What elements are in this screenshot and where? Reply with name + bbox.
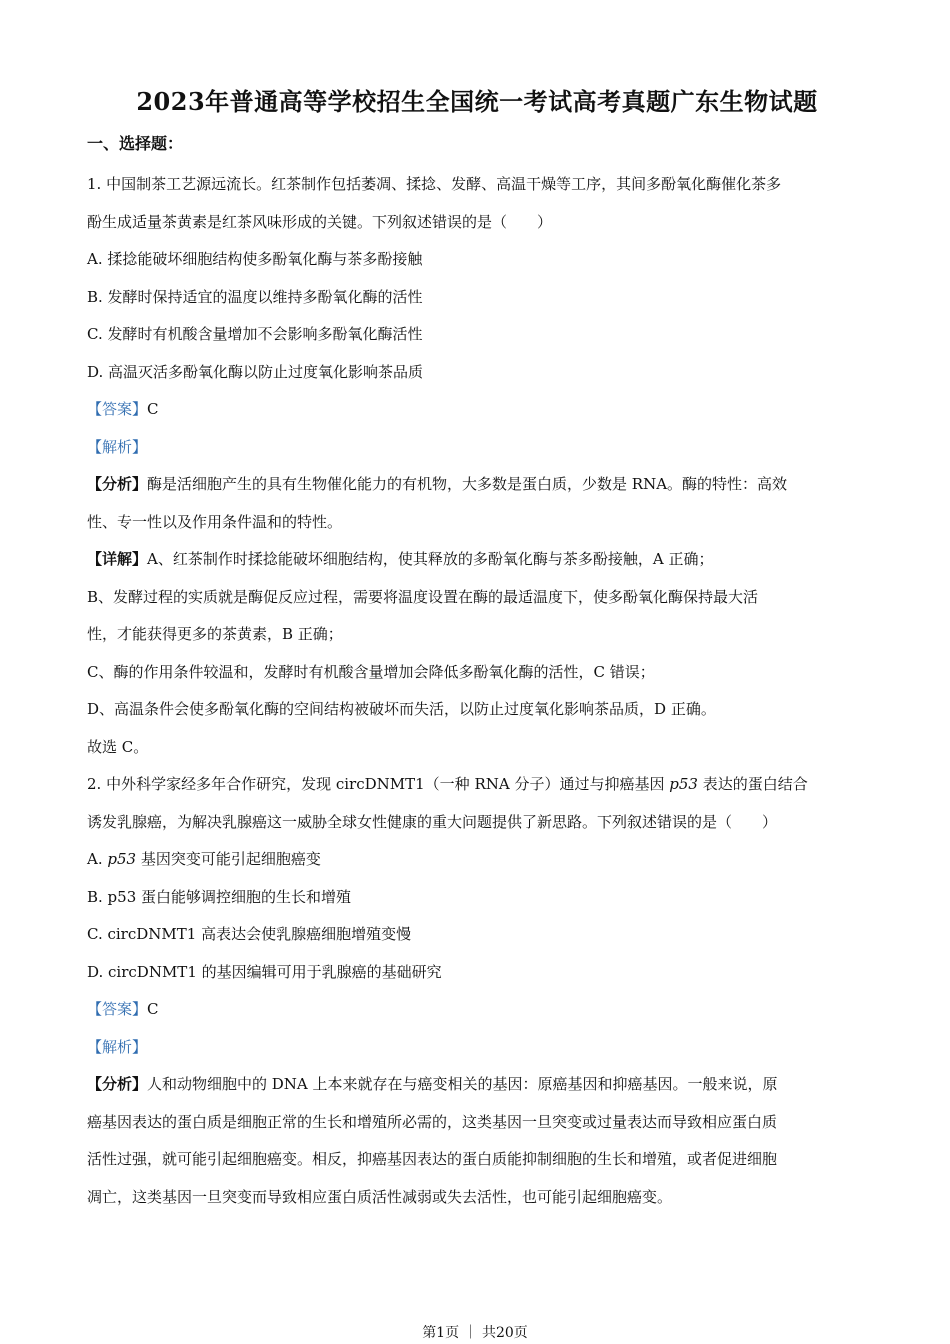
q2-option-b: B. p53 蛋白能够调控细胞的生长和增殖 xyxy=(87,887,352,906)
q1-xiangjie-line-1 xyxy=(87,541,867,579)
q2-option-c: C. circDNMT1 高表达会使乳腺癌细胞增殖变慢 xyxy=(87,925,412,943)
xiangjie-text: A、红茶制作时揉捻能破坏细胞结构，使其释放的多酚氧化酶与茶多酚接触，A 正确； xyxy=(147,550,714,568)
q1-conclusion: 故选 C。 xyxy=(87,737,149,756)
q1-answer xyxy=(87,391,867,429)
q1-option-a: A. 揉捻能破坏细胞结构使多酚氧化酶与茶多酚接触 xyxy=(87,250,423,268)
q2-jiexi xyxy=(87,1029,867,1067)
q2-fenxi-line-2: 癌基因表达的蛋白质是细胞正常的生长和增殖所必需的，这类基因一旦突变或过量表达而导致相应蛋白质 xyxy=(87,1112,778,1131)
q2-option-d: D. circDNMT1 的基因编辑可用于乳腺癌的基础研究 xyxy=(87,962,442,981)
q2-stem-part: 表达的蛋白结合 xyxy=(697,775,808,793)
q1-jiexi xyxy=(87,429,867,467)
fenxi-text: 酶是活细胞产生的具有生物催化能力的有机物，大多数是蛋白质，少数是 RNA。酶的特性：高效 xyxy=(147,475,788,493)
section-heading: 一、选择题： xyxy=(87,134,184,153)
option-text: 基因突变可能引起细胞癌变 xyxy=(136,850,321,868)
answer-tag: 【答案】 xyxy=(87,400,148,418)
fenxi-tag: 【分析】 xyxy=(87,475,148,493)
analysis-tag: 【解析】 xyxy=(87,1037,148,1056)
gene-name-italic: p53 xyxy=(107,850,137,868)
q1-fenxi-line-1 xyxy=(87,466,867,504)
q2-option-a xyxy=(87,841,867,879)
q2-stem-part: 2. 中外科学家经多年合作研究，发现 circDNMT1（一种 RNA 分子）通过与抑癌基因 xyxy=(87,775,670,793)
q1-xiangjie-line-5: D、高温条件会使多酚氧化酶的空间结构被破坏而失活，以防止过度氧化影响茶品质，D 正确。 xyxy=(87,700,716,718)
q1-xiangjie-line-4: C、酶的作用条件较温和，发酵时有机酸含量增加会降低多酚氧化酶的活性，C 错误； xyxy=(87,662,655,681)
q2-stem-line-1 xyxy=(87,766,867,804)
q1-stem-line-1: 1. 中国制茶工艺源远流长。红茶制作包括萎凋、揉捻、发酵、高温干燥等工序，其间多酚氧化酶催化茶多 xyxy=(87,175,782,193)
q1-option-b: B. 发酵时保持适宜的温度以维持多酚氧化酶的活性 xyxy=(87,287,423,306)
q1-fenxi-line-2: 性、专一性以及作用条件温和的特性。 xyxy=(87,512,343,531)
option-label: A. xyxy=(87,850,108,868)
q1-xiangjie-line-2: B、发酵过程的实质就是酶促反应过程，需要将温度设置在酶的最适温度下，使多酚氧化酶保持最大活 xyxy=(87,587,759,606)
q2-fenxi-line-1 xyxy=(87,1066,867,1104)
q2-fenxi-line-3: 活性过强，就可能引起细胞癌变。相反，抑癌基因表达的蛋白质能抑制细胞的生长和增殖，或者促进细胞 xyxy=(87,1150,778,1168)
q1-stem-line-2: 酚生成适量茶黄素是红茶风味形成的关键。下列叙述错误的是（ ） xyxy=(87,212,553,231)
q1-xiangjie-line-3: 性，才能获得更多的茶黄素，B 正确； xyxy=(87,625,343,643)
page-footer: 第1页 ｜ 共20页 xyxy=(422,1325,528,1341)
answer-tag: 【答案】 xyxy=(87,1000,148,1018)
answer-value: C xyxy=(147,400,159,418)
q1-option-d: D. 高温灭活多酚氧化酶以防止过度氧化影响茶品质 xyxy=(87,362,424,381)
xiangjie-tag: 【详解】 xyxy=(87,550,148,568)
q1-option-c: C. 发酵时有机酸含量增加不会影响多酚氧化酶活性 xyxy=(87,325,423,343)
fenxi-text: 人和动物细胞中的 DNA 上本来就存在与癌变相关的基因：原癌基因和抑癌基因。一般来说，原 xyxy=(147,1075,778,1093)
fenxi-tag: 【分析】 xyxy=(87,1075,148,1093)
q2-answer xyxy=(87,991,867,1029)
page-title: 2023年普通高等学校招生全国统一考试高考真题广东生物试题 xyxy=(136,87,818,116)
gene-name-italic: p53 xyxy=(669,775,698,793)
document-page xyxy=(87,82,867,1216)
q2-stem-line-2: 诱发乳腺癌，为解决乳腺癌这一威胁全球女性健康的重大问题提供了新思路。下列叙述错误的是（ ） xyxy=(87,812,778,831)
q2-fenxi-line-4: 凋亡，这类基因一旦突变而导致相应蛋白质活性减弱或失去活性，也可能引起细胞癌变。 xyxy=(87,1187,673,1206)
answer-value: C xyxy=(147,1000,159,1018)
analysis-tag: 【解析】 xyxy=(87,437,148,456)
